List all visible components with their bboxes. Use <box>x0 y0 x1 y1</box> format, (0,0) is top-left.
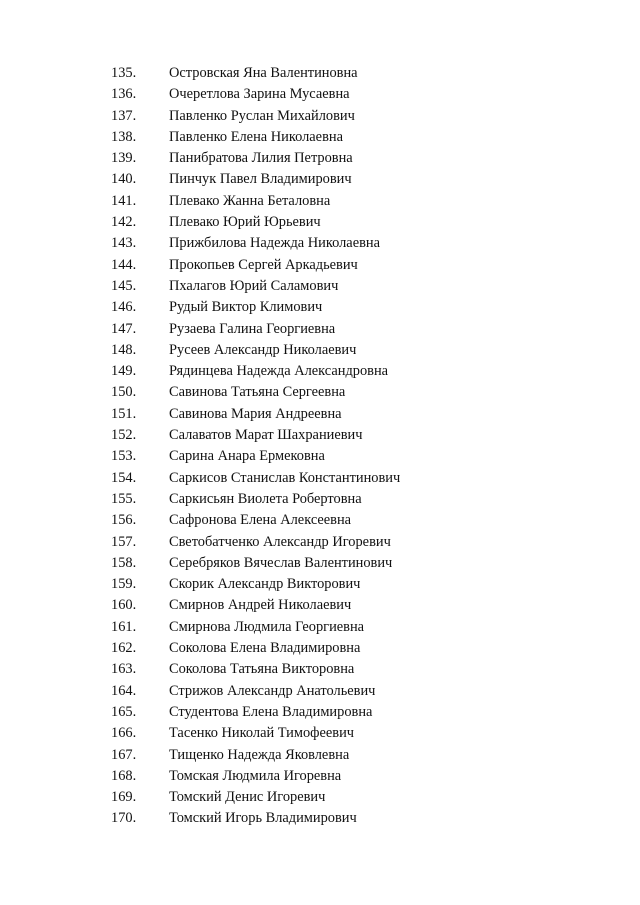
item-name: Томский Денис Игоревич <box>169 789 326 806</box>
item-name: Савинова Мария Андреевна <box>169 405 342 422</box>
item-name: Серебряков Вячеслав Валентинович <box>169 554 393 571</box>
item-name: Пинчук Павел Владимирович <box>169 171 352 188</box>
item-number: 145. <box>111 277 137 294</box>
item-name: Саркисов Станислав Константинович <box>169 469 401 486</box>
item-name: Стрижов Александр Анатольевич <box>169 682 376 699</box>
item-name: Светобатченко Александр Игоревич <box>169 533 391 550</box>
item-number: 147. <box>111 320 137 337</box>
list-item <box>0 808 640 829</box>
item-number: 156. <box>111 512 137 529</box>
item-number: 160. <box>111 597 137 614</box>
item-name: Студентова Елена Владимировна <box>169 703 373 720</box>
list-item <box>0 681 640 702</box>
item-number: 165. <box>111 703 137 720</box>
item-name: Рядинцева Надежда Александровна <box>169 363 389 380</box>
item-name: Панибратова Лилия Петровна <box>169 150 353 167</box>
item-number: 139. <box>111 150 137 167</box>
list-item <box>0 595 640 616</box>
item-number: 152. <box>111 427 137 444</box>
item-name: Павленко Елена Николаевна <box>169 128 343 145</box>
list-item <box>0 382 640 403</box>
list-item <box>0 617 640 638</box>
list-item <box>0 766 640 787</box>
item-number: 140. <box>111 171 137 188</box>
item-number: 150. <box>111 384 137 401</box>
item-number: 169. <box>111 789 137 806</box>
list-item <box>0 425 640 446</box>
item-name: Тасенко Николай Тимофеевич <box>169 725 355 742</box>
list-item <box>0 340 640 361</box>
list-item <box>0 212 640 233</box>
item-name: Островская Яна Валентиновна <box>169 65 358 81</box>
name-list <box>0 63 640 830</box>
item-number: 148. <box>111 341 137 358</box>
item-number: 144. <box>111 256 137 273</box>
item-name: Сафронова Елена Алексеевна <box>169 512 352 529</box>
list-item <box>0 233 640 254</box>
item-name: Плевако Жанна Беталовна <box>169 192 331 209</box>
list-item <box>0 297 640 318</box>
item-name: Тищенко Надежда Яковлевна <box>169 746 350 763</box>
item-number: 136. <box>111 86 137 103</box>
list-item <box>0 745 640 766</box>
item-name: Плевако Юрий Юрьевич <box>169 214 321 231</box>
list-item <box>0 659 640 680</box>
item-name: Скорик Александр Викторович <box>169 576 361 593</box>
list-item <box>0 638 640 659</box>
list-item <box>0 574 640 595</box>
item-number: 135. <box>111 65 137 81</box>
list-item <box>0 723 640 744</box>
item-number: 149. <box>111 363 137 380</box>
list-item <box>0 169 640 190</box>
item-number: 153. <box>111 448 137 465</box>
item-number: 137. <box>111 107 137 124</box>
item-number: 166. <box>111 725 137 742</box>
item-number: 161. <box>111 618 137 635</box>
list-item <box>0 532 640 553</box>
list-item <box>0 489 640 510</box>
item-number: 154. <box>111 469 137 486</box>
item-number: 143. <box>111 235 137 252</box>
list-item <box>0 276 640 297</box>
item-number: 162. <box>111 640 137 657</box>
item-name: Томский Игорь Владимирович <box>169 810 357 827</box>
list-item <box>0 510 640 531</box>
list-item <box>0 148 640 169</box>
list-item <box>0 361 640 382</box>
item-number: 170. <box>111 810 137 827</box>
item-number: 155. <box>111 490 137 507</box>
item-number: 167. <box>111 746 137 763</box>
item-name: Прокопьев Сергей Аркадьевич <box>169 256 358 273</box>
list-item <box>0 446 640 467</box>
item-name: Павленко Руслан Михайлович <box>169 107 355 124</box>
item-number: 158. <box>111 554 137 571</box>
item-number: 141. <box>111 192 137 209</box>
item-number: 151. <box>111 405 137 422</box>
item-number: 168. <box>111 767 137 784</box>
list-item <box>0 255 640 276</box>
list-item <box>0 553 640 574</box>
item-name: Томская Людмила Игоревна <box>169 767 342 784</box>
item-name: Салаватов Марат Шахраниевич <box>169 427 363 444</box>
item-number: 157. <box>111 533 137 550</box>
list-item <box>0 106 640 127</box>
item-name: Рузаева Галина Георгиевна <box>169 320 336 337</box>
item-name: Прижбилова Надежда Николаевна <box>169 235 380 252</box>
item-number: 164. <box>111 682 137 699</box>
item-name: Рудый Виктор Климович <box>169 299 323 316</box>
item-name: Савинова Татьяна Сергеевна <box>169 384 346 401</box>
list-item <box>0 127 640 148</box>
list-item <box>0 191 640 212</box>
list-item <box>0 404 640 425</box>
list-item <box>0 787 640 808</box>
item-name: Смирнов Андрей Николаевич <box>169 597 352 614</box>
item-name: Смирнова Людмила Георгиевна <box>169 618 365 635</box>
list-item <box>0 702 640 723</box>
item-name: Соколова Елена Владимировна <box>169 640 361 657</box>
list-item <box>0 319 640 340</box>
list-item <box>0 63 640 84</box>
item-name: Саркисьян Виолета Робертовна <box>169 490 362 507</box>
item-name: Сарина Анара Ермековна <box>169 448 325 465</box>
item-number: 146. <box>111 299 137 316</box>
item-number: 163. <box>111 661 137 678</box>
item-name: Русеев Александр Николаевич <box>169 341 357 358</box>
item-name: Очеретлова Зарина Мусаевна <box>169 86 350 103</box>
item-number: 159. <box>111 576 137 593</box>
item-number: 142. <box>111 214 137 231</box>
item-name: Соколова Татьяна Викторовна <box>169 661 355 678</box>
item-number: 138. <box>111 128 137 145</box>
item-name: Пхалагов Юрий Саламович <box>169 277 339 294</box>
list-item <box>0 84 640 105</box>
list-item <box>0 468 640 489</box>
